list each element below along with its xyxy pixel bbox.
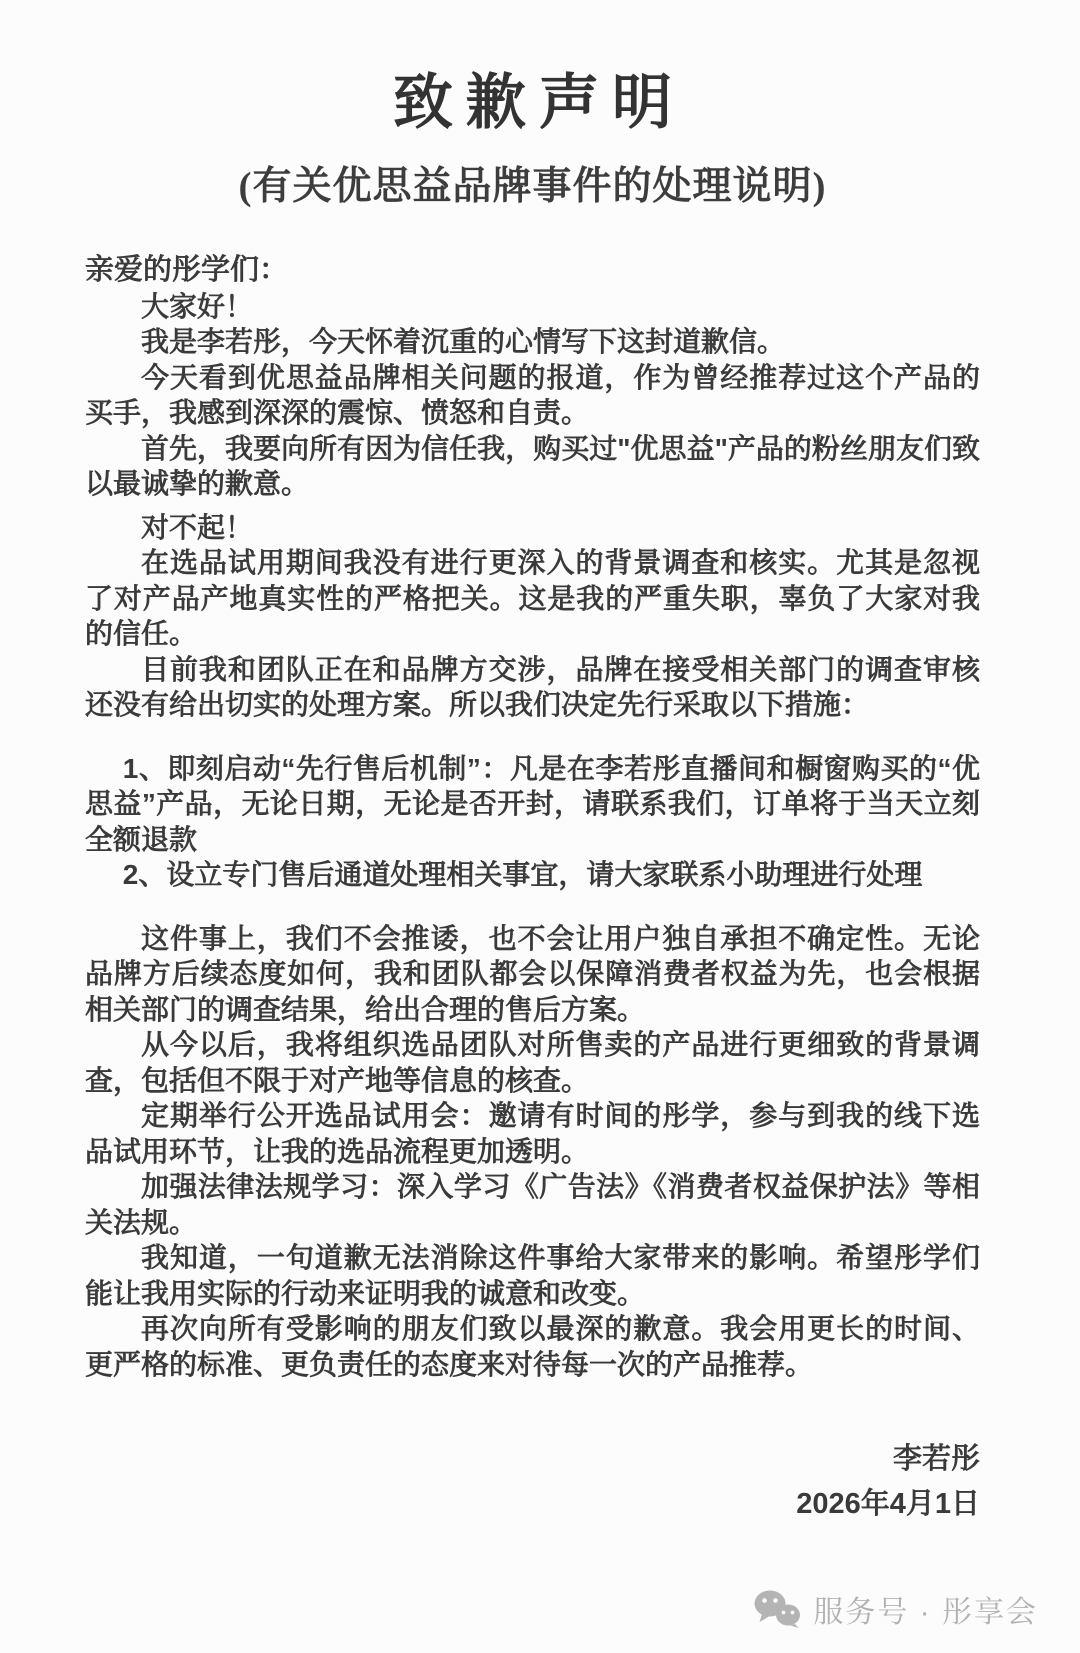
measure-item: 2、设立专门售后通道处理相关事宜，请大家联系小助理进行处理 <box>122 859 923 890</box>
page-subtitle: (有关优思益品牌事件的处理说明) <box>238 165 827 208</box>
footer-label: 服务号 · 彤享会 <box>813 1596 1038 1629</box>
paragraph: 定期举行公开选品试用会：邀请有时间的彤学，参与到我的线下选品试用环节，让我的选品流程更加透明。 <box>85 1100 980 1167</box>
paragraph: 在选品试用期间我没有进行更深入的背景调查和核实。尤其是忽视了对产品产地真实性的严格把关。这是我的严重失职，辜负了大家对我的信任。 <box>85 547 980 649</box>
measure-item: 1、即刻启动“先行售后机制”：凡是在李若彤直播间和橱窗购买的“优思益”产品，无论日期，无论是否开封，请联系我们，订单将于当天立刻全额退款 <box>85 752 980 855</box>
paragraph: 大家好！ <box>141 290 254 322</box>
measures-list <box>85 751 980 893</box>
paragraph: 我知道，一句道歉无法消除这件事给大家带来的影响。希望彤学们能让我用实际的行动来证明我的诚意和改变。 <box>85 1242 980 1309</box>
paragraph: 我是李若彤，今天怀着沉重的心情写下这封道歉信。 <box>141 326 786 357</box>
paragraph: 今天看到优思益品牌相关问题的报道，作为曾经推荐过这个产品的买手，我感到深深的震惊、愤怒和自责。 <box>85 361 980 428</box>
paragraph: 对不起！ <box>141 511 254 543</box>
footer <box>753 1587 1038 1631</box>
paragraph: 从今以后，我将组织选品团队对所售卖的产品进行更细致的背景调查，包括但不限于对产地等信息的核查。 <box>85 1029 980 1096</box>
signature-date: 2026年4月1日 <box>796 1488 980 1520</box>
letter-body <box>85 253 980 1382</box>
salutation: 亲爱的彤学们： <box>85 254 289 286</box>
paragraph: 再次向所有受影响的朋友们致以最深的歉意。我会用更长的时间、更严格的标准、更负责任的态度来对待每一次的产品推荐。 <box>85 1313 980 1380</box>
paragraph: 这件事上，我们不会推诿，也不会让用户独自承担不确定性。无论品牌方后续态度如何，我和团队都会以保障消费者权益为先，也会根据相关部门的调查结果，给出合理的售后方案。 <box>85 922 980 1025</box>
page-title: 致歉声明 <box>393 70 685 136</box>
paragraph: 首先，我要向所有因为信任我，购买过"优思益"产品的粉丝朋友们致以最诚挚的歉意。 <box>85 432 980 499</box>
paragraph: 目前我和团队正在和品牌方交涉，品牌在接受相关部门的调查审核还没有给出切实的处理方案。所以我们决定先行采取以下措施： <box>85 653 980 720</box>
signature-name: 李若彤 <box>892 1443 980 1475</box>
paragraph: 加强法律法规学习：深入学习《广告法》《消费者权益保护法》等相关法规。 <box>85 1171 980 1238</box>
signature-block <box>85 1437 980 1527</box>
wechat-icon <box>753 1590 801 1628</box>
